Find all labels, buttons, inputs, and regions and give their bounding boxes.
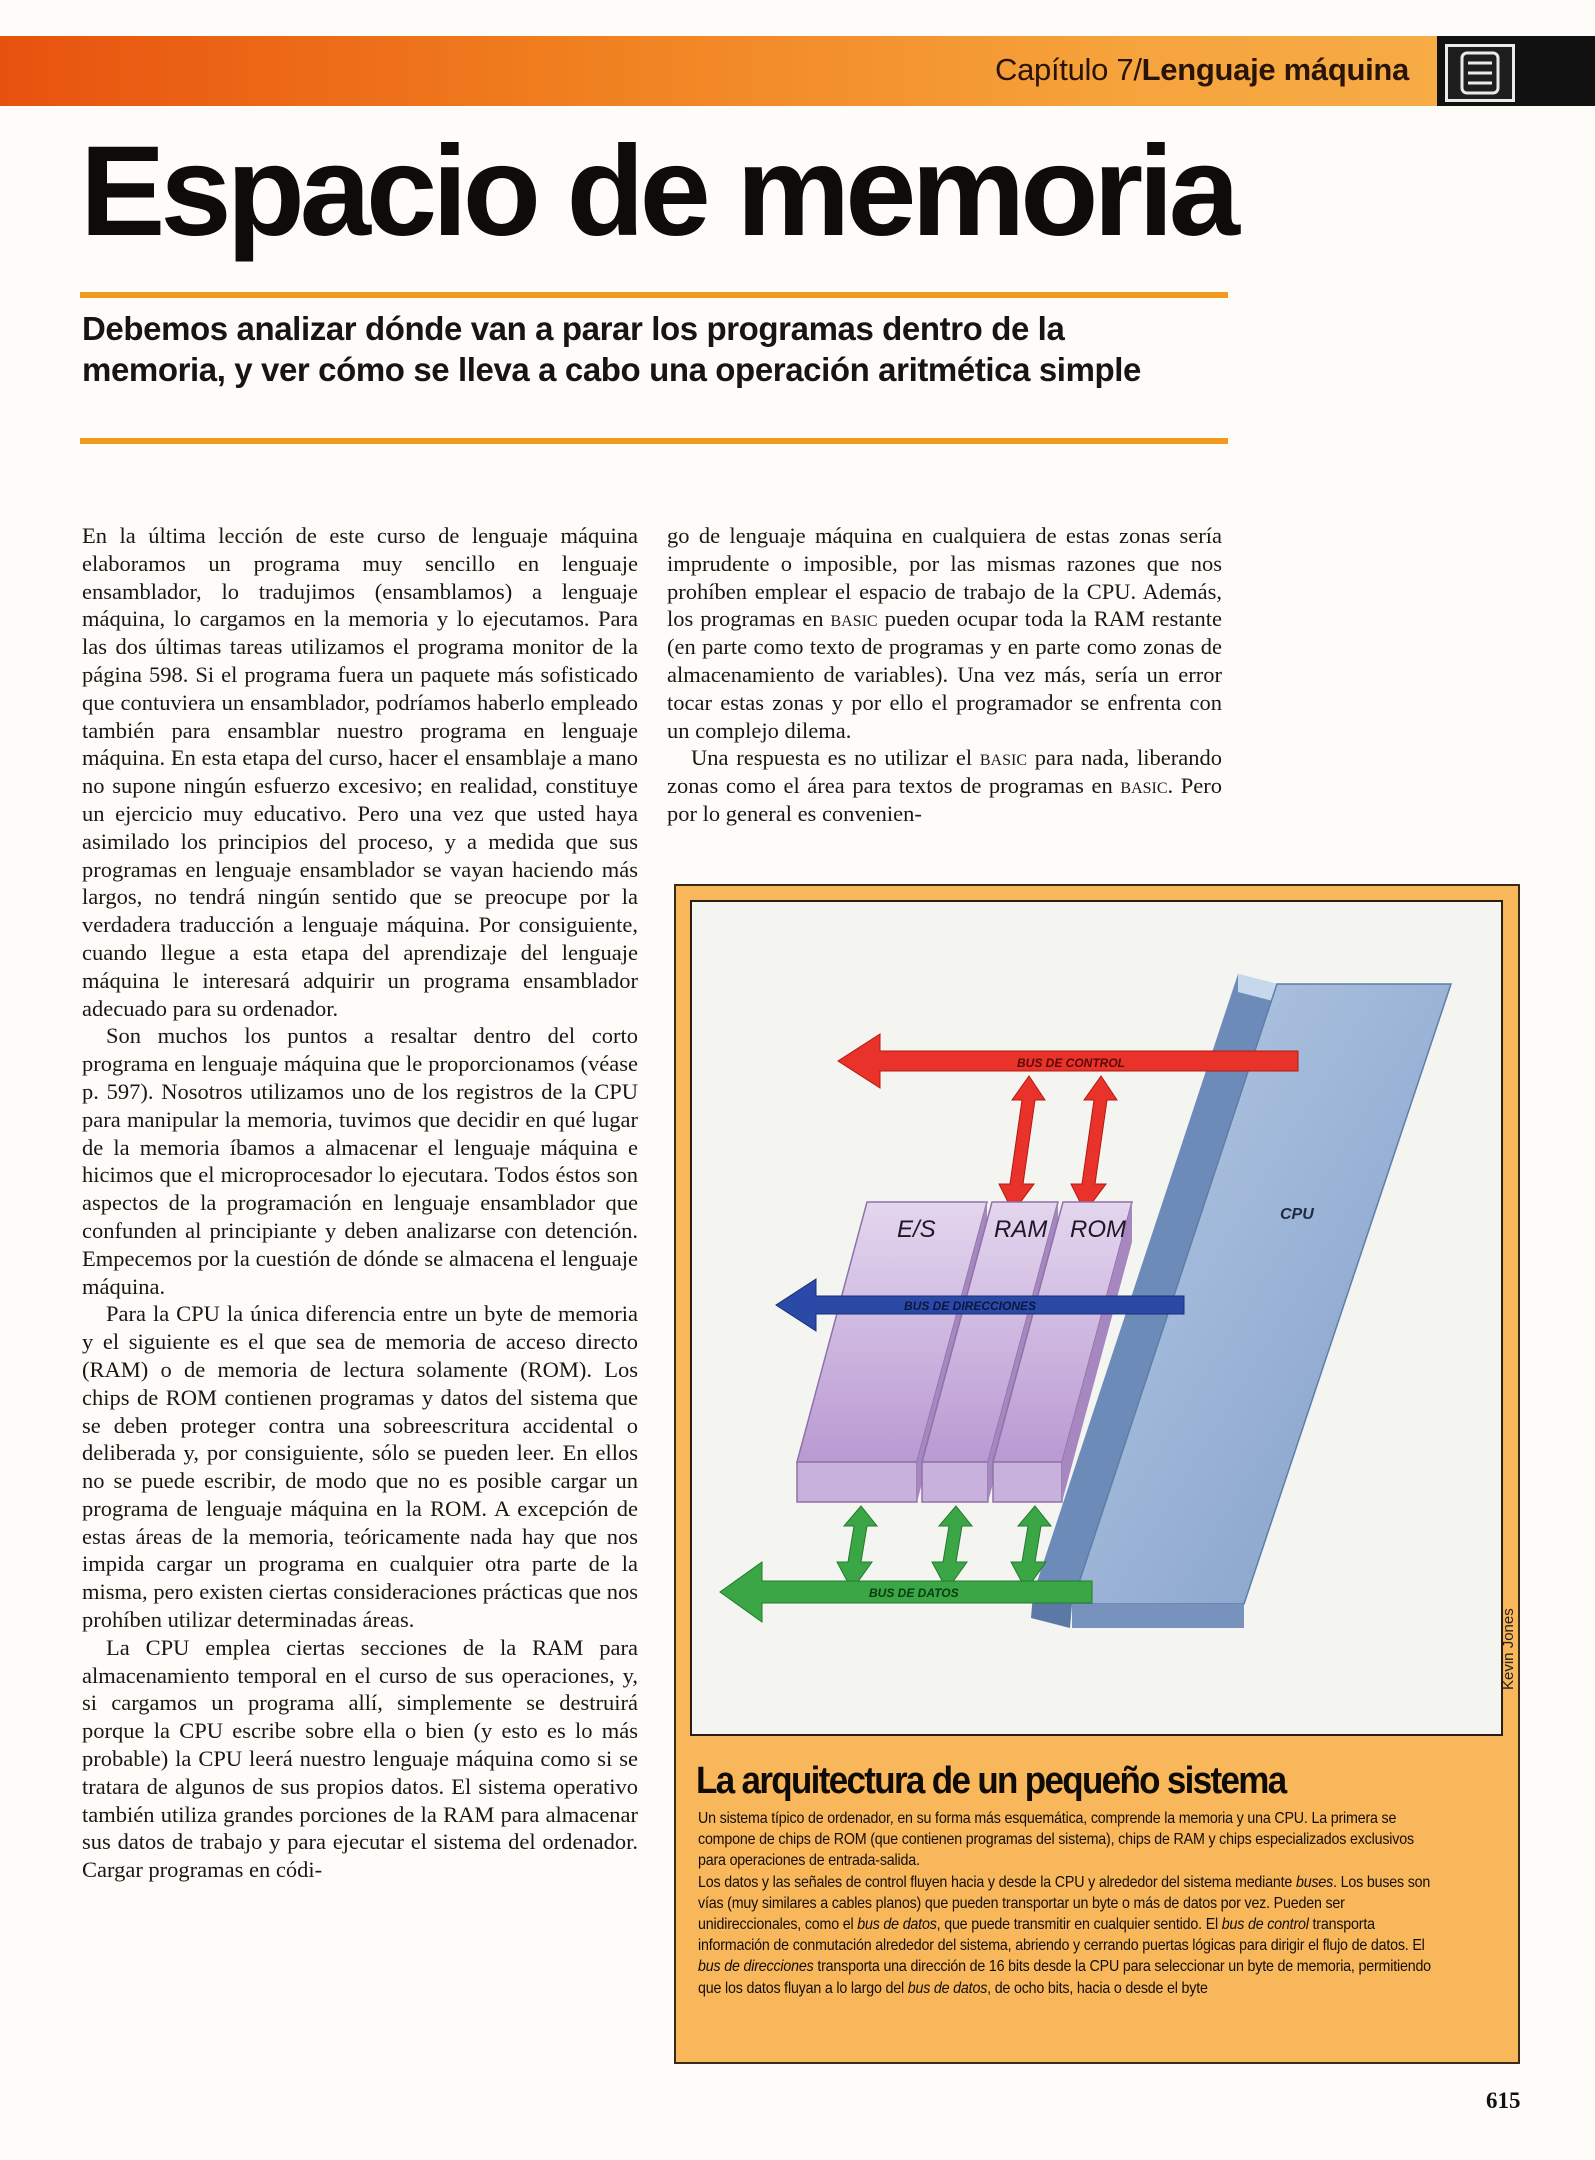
page-number: 615 — [1486, 2088, 1521, 2113]
subtitle: Debemos analizar dónde van a parar los programas dentro de la memoria, y ver cómo se lleva a cabo una operación aritmética simple — [82, 310, 1141, 388]
italic-term: bus de datos — [907, 1979, 988, 1997]
caption-body — [698, 1808, 1437, 1999]
italic-term: bus de control — [1221, 1916, 1309, 1934]
italic-term: bus de datos — [857, 1916, 937, 1934]
chip-io-label: E/S — [897, 1216, 936, 1243]
body-paragraph: En la última lección de este curso de lenguaje máquina elaboramos un programa muy sencillo en lenguaje ensamblador, lo tradujimos (ensamblamos) a lenguaje máquina, lo cargamos en la memoria y lo ejecutamos. Para las dos últimas tareas utilizamos el programa monitor de la página 598. Si el programa fuera un paquete más sofisticado que contuviera un ensamblador, podríamos haberlo empleado también para ensamblar nuestro programa en lenguaje máquina. En esta etapa del curso, hacer el ensamblaje a mano no supone ningún esfuerzo excesivo; en realidad, constituye un ejercicio muy educativo. Pero una vez que usted haya asimilado los principios del proceso, y a medida que sus programas en lenguaje ensamblador se vayan haciendo más largos, no tendrá ningún sentido que se preocupe por la verdadera traducción a lenguaje máquina. Por consiguiente, cuando llegue a esta etapa del aprendizaje del lenguaje máquina le interesará adquirir un programa ensamblador adecuado para su ordenador. — [82, 523, 638, 1021]
text-run: go de lenguaje máquina en cualquiera de estas zonas sería imprudente o imposible, por las mismas razones que nos prohíben emplear el espacio de trabajo de la CPU. Además, los programas en — [667, 523, 1222, 632]
body-paragraph: Son muchos los puntos a resaltar dentro del corto programa en lenguaje máquina que le proporcionamos (véase p. 597). Nosotros utilizamos uno de los registros de la CPU para manipular la memoria, tuvimos que decidir en qué lugar de la memoria íbamos a almacenar el lenguaje máquina e hicimos que el microprocesador lo ejecutara. Todos éstos son aspectos de la programación en lenguaje ensamblador que confunden al principiante y deben analizarse con detención. Empecemos por la cuestión de dónde se almacena el lenguaje máquina. — [82, 1023, 638, 1299]
body-column-2 — [667, 522, 1222, 828]
text-run: , de ocho bits, hacia o desde el byte — [987, 1979, 1208, 1997]
text-run: Una respuesta es no utilizar el — [691, 745, 980, 771]
subtitle-rule-bottom — [80, 438, 1228, 444]
caption-paragraph — [698, 1872, 1437, 1999]
basic-term: basic — [830, 606, 878, 632]
body-paragraph: Para la CPU la única diferencia entre un byte de memoria y el siguiente es el que sea de memoria de acceso directo (RAM) o de memoria de lectura solamente (ROM). Los chips de ROM contienen programas y datos del sistema que se deben proteger contra una sobreescritura accidental o deliberada y, por consiguiente, sólo se pueden leer. En ellos no se puede escribir, de modo que no es posible cargar un programa de lenguaje máquina en la ROM. A excepción de estas áreas de la memoria, teóricamente nada hay que nos impida cargar un programa en cualquier otra parte de la misma, pero existen ciertas consideraciones prácticas que nos prohíben utilizar determinadas áreas. — [82, 1301, 638, 1633]
text-run: Los datos y las señales de control fluyen hacia y desde la CPU y alrededor del sistema mediante — [698, 1873, 1296, 1891]
text-run: transporta una dirección de 16 bits desde la CPU para seleccionar un byte de memoria, permitiendo que los datos fluyan a lo largo del — [698, 1958, 1431, 1997]
caption-paragraph: Un sistema típico de ordenador, en su forma más esquemática, comprende la memoria y una CPU. La primera se compone de chips de ROM (que contienen programas del sistema), chips de RAM y chips especializados exclusivos para operaciones de entrada-salida. — [698, 1810, 1414, 1870]
text-run: . Los buses son vías (muy similares a cables planos) que pueden transportar un byte o más de datos por vez. Pueden ser unidireccionales, como el — [698, 1873, 1431, 1934]
body-paragraph: La CPU emplea ciertas secciones de la RAM para almacenamiento temporal en el curso de sus operaciones, y, si cargamos un programa allí, simplemente se destruirá porque la CPU escribe sobre ella o bien (y esto es lo más probable) la CPU leerá nuestro lenguaje máquina como si se tratara de algunos de sus propios datos. El sistema operativo también utiliza grandes porciones de la RAM para almacenar sus datos de trabajo y para ejecutar el sistema del ordenador. Cargar programas en códi- — [82, 1634, 638, 1883]
caption-title: La arquitectura de un pequeño sistema — [696, 1760, 1286, 1802]
italic-term: bus de direcciones — [698, 1958, 814, 1976]
data-bus-connector — [837, 1506, 1051, 1590]
text-run: para nada, liberando zonas como el área para textos de programas en — [667, 745, 1222, 799]
subtitle-rule-top — [80, 292, 1228, 298]
control-bus-connector — [999, 1076, 1117, 1212]
body-paragraph — [667, 522, 1222, 744]
text-run: pueden ocupar toda la RAM restante (en parte como texto de programas y en parte como zonas de almacenamiento de variables). Una vez más, sería un error tocar estas zonas y por ello el programador se enfrenta con un complejo dilema. — [667, 606, 1222, 743]
text-run: , que puede transmitir en cualquier sentido. El — [936, 1916, 1222, 1934]
architecture-diagram — [690, 900, 1503, 1736]
address-bus-label: BUS DE DIRECCIONES — [904, 1299, 1037, 1313]
computer-icon — [1445, 44, 1515, 102]
chapter-heading — [995, 52, 1409, 88]
body-paragraph — [667, 744, 1222, 827]
cpu-label: CPU — [1280, 1206, 1314, 1223]
text-run: transporta información de conmutación alrededor del sistema, abriendo y cerrando puertas lógicas para dirigir el flujo de datos. El — [698, 1916, 1425, 1955]
page-title: Espacio de memoria — [80, 120, 1235, 263]
data-bus-label: BUS DE DATOS — [869, 1586, 959, 1600]
italic-term: buses — [1295, 1873, 1334, 1891]
body-column-1 — [82, 522, 638, 1884]
text-run: . Pero por lo general es convenien- — [667, 773, 1223, 826]
chip-ram-label: RAM — [994, 1216, 1048, 1243]
control-bus-label: BUS DE CONTROL — [1017, 1056, 1125, 1070]
basic-term: basic — [1120, 773, 1168, 799]
chip-rom-label: ROM — [1070, 1216, 1126, 1243]
chapter-title: Lenguaje máquina — [1141, 52, 1409, 87]
illustrator-credit: Kevin Jones — [1500, 1608, 1517, 1690]
chapter-number: Capítulo 7/ — [995, 52, 1142, 87]
basic-term: basic — [979, 745, 1027, 771]
